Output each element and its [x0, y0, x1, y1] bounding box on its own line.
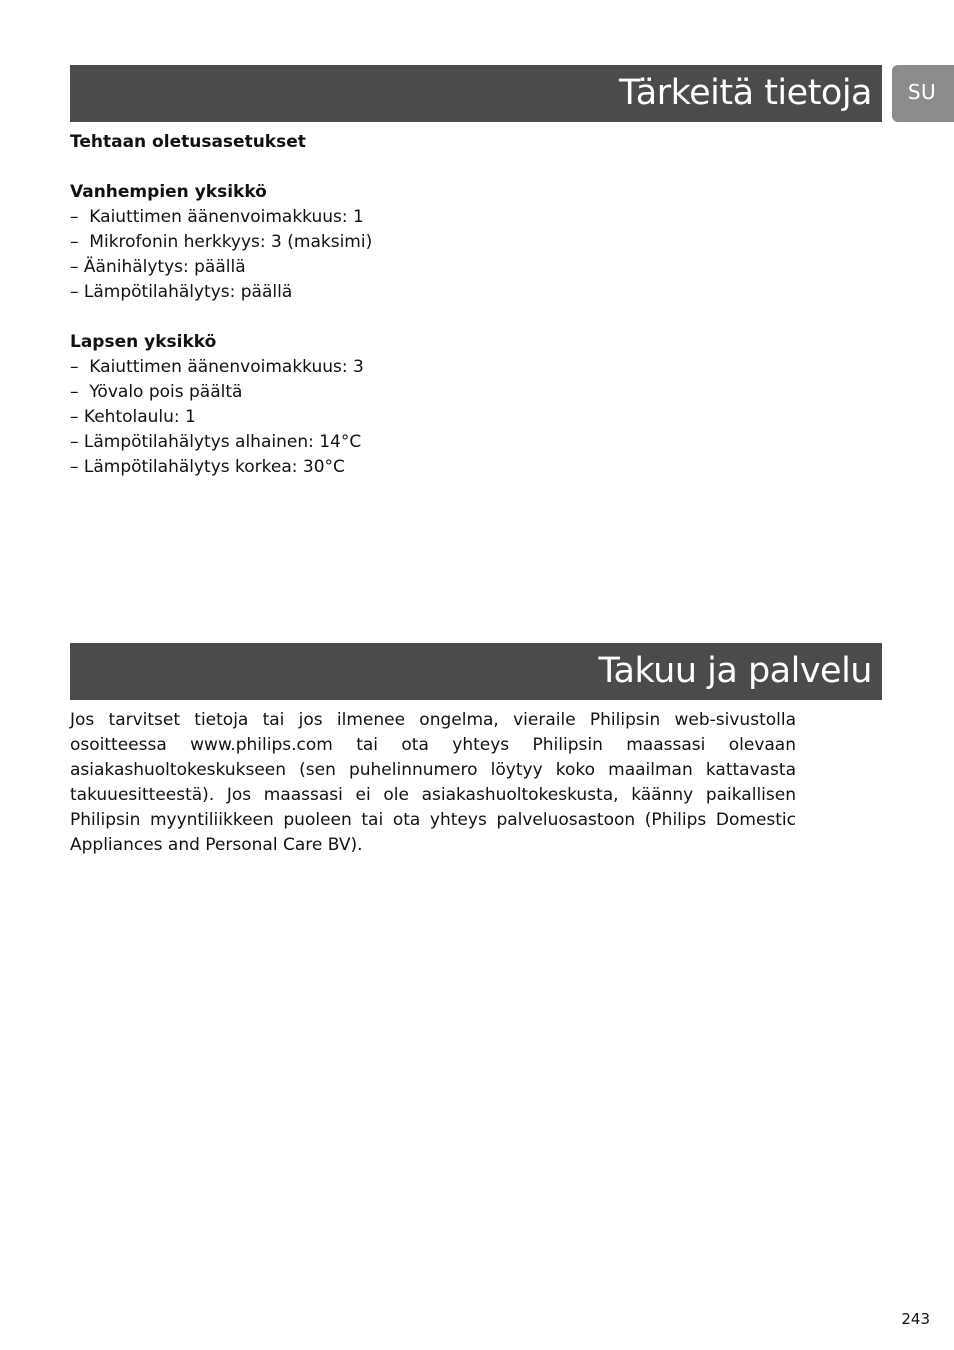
list-item: – Äänihälytys: päällä	[70, 257, 246, 277]
page-title: Tärkeitä tietoja	[619, 73, 872, 113]
list-item: – Lämpötilahälytys korkea: 30°C	[70, 457, 345, 477]
list-item: – Mikrofonin herkkyys: 3 (maksimi)	[70, 232, 373, 252]
list-item: – Lämpötilahälytys alhainen: 14°C	[70, 432, 362, 452]
warranty-paragraph: Jos tarvitset tietoja tai jos ilmenee ongelma, vieraile Philipsin web-sivustolla osoitteessa www.philips.com tai ota yhteys Philipsin maassasi olevaan asiakashuoltokeskukseen (sen puhelinnumero löytyy koko maailman kattavasta takuuesitteestä). Jos maassasi ei ole asiakashuoltokeskusta, käänny paikallisen Philipsin myyntiliikkeen puoleen tai ota yhteys palveluosastoon (Philips Domestic Appliances and Personal Care BV).	[70, 710, 796, 855]
spacer	[70, 305, 810, 330]
list-item: – Kehtolaulu: 1	[70, 407, 196, 427]
section-title-bar-important-info	[70, 65, 882, 122]
list-item: – Kaiuttimen äänenvoimakkuus: 3	[70, 357, 364, 377]
list-item: – Lämpötilahälytys: päällä	[70, 282, 293, 302]
language-tab-label: SU	[907, 79, 937, 104]
list-item: – Kaiuttimen äänenvoimakkuus: 1	[70, 207, 364, 227]
factory-defaults-section	[70, 130, 810, 480]
spacer	[70, 155, 810, 180]
warranty-title: Takuu ja palvelu	[598, 651, 872, 691]
section-title-bar-warranty	[70, 643, 882, 700]
factory-defaults-heading: Tehtaan oletusasetukset	[70, 132, 306, 152]
child-unit-heading: Lapsen yksikkö	[70, 332, 217, 352]
language-tab	[892, 65, 954, 122]
list-item: – Yövalo pois päältä	[70, 382, 243, 402]
parent-unit-heading: Vanhempien yksikkö	[70, 182, 267, 202]
page-number: 243	[901, 1310, 930, 1328]
